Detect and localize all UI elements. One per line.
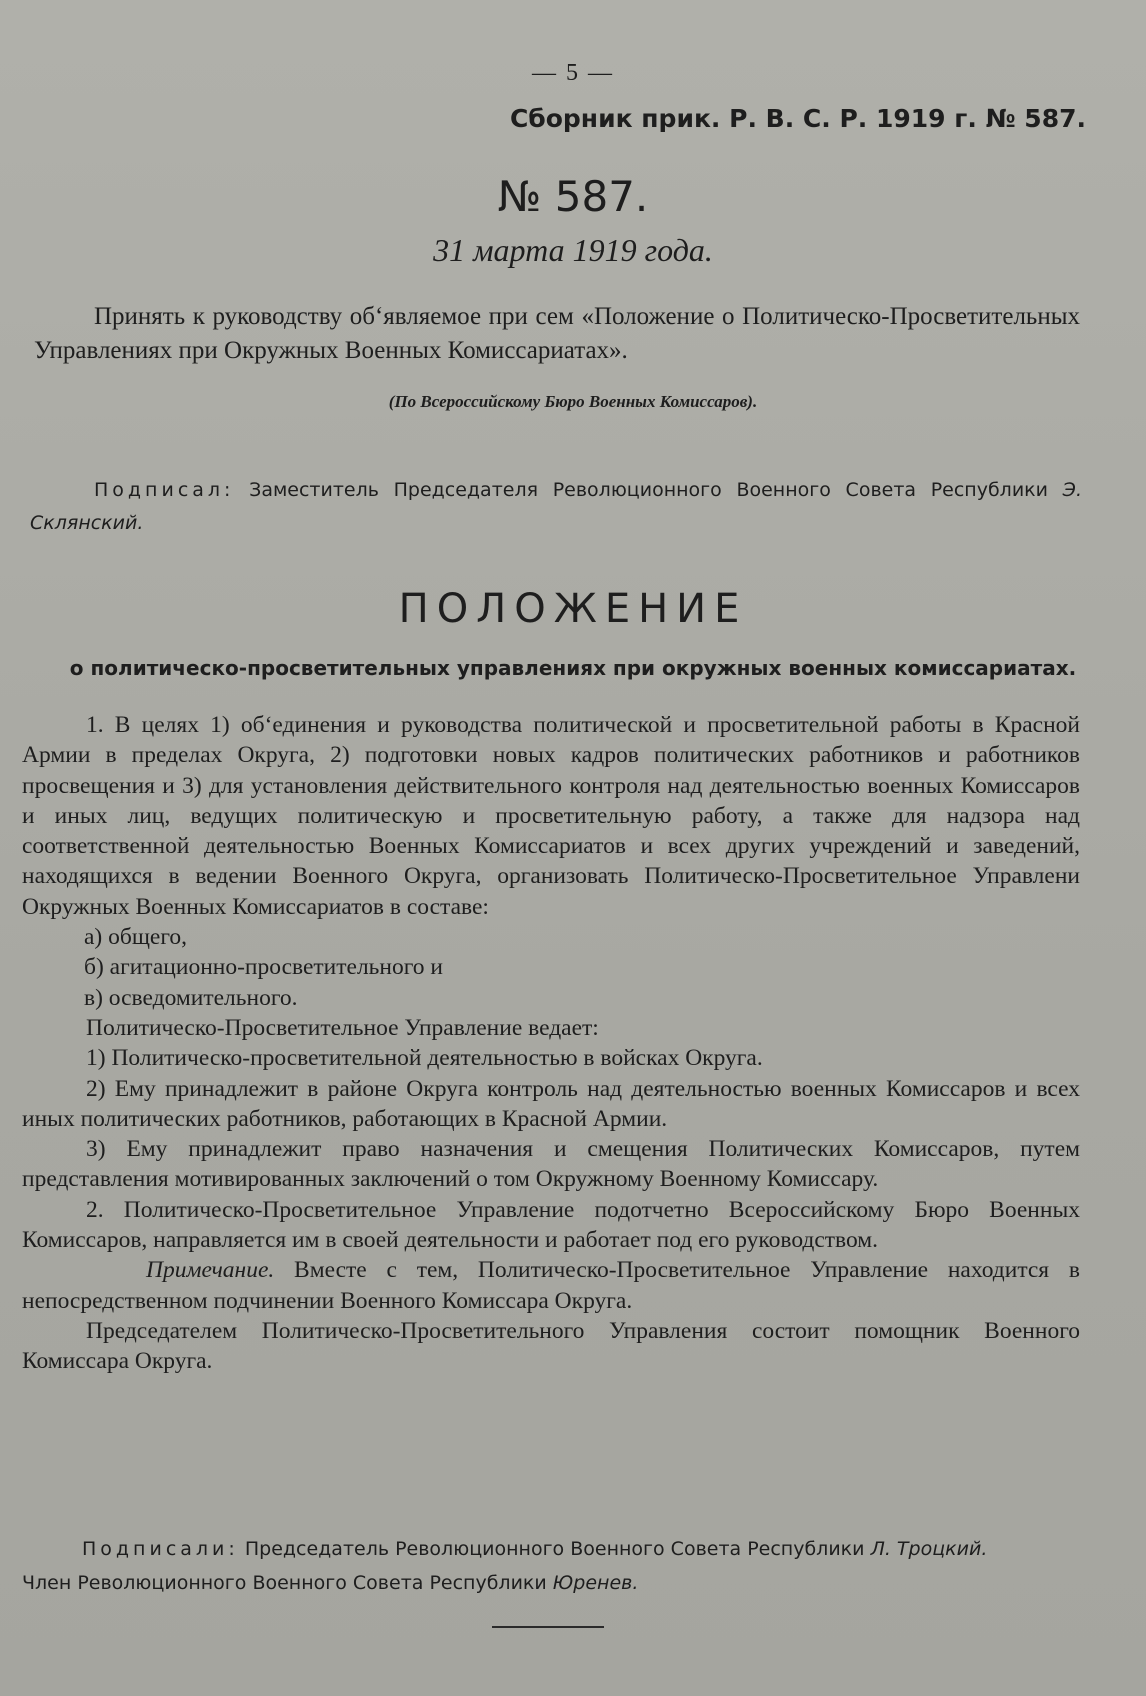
- collection-header: Сборник прик. Р. В. С. Р. 1919 г. № 587.: [509, 104, 1086, 133]
- order-number: № 587.: [497, 172, 649, 221]
- paragraph-2: 2. Политическо-Просветительное Управление подотчетно Всероссийскому Бюро Военных Комиссаров, направляется им в своей деятельности и работает под его руководством.: [22, 1196, 1080, 1254]
- page-number: — 5 —: [532, 60, 614, 86]
- regulation-body: [22, 710, 1080, 1377]
- signatory-name: Э. Склянский.: [30, 479, 1082, 534]
- signature-line-2: [22, 1566, 1082, 1600]
- end-rule: [492, 1626, 604, 1628]
- signature-text: Член Революционного Военного Совета Республики: [22, 1572, 547, 1594]
- signature-text: Председатель Революционного Военного Совета Республики: [244, 1538, 865, 1560]
- signature-block-1: [30, 474, 1082, 540]
- list-item-a: а) общего,: [84, 924, 188, 951]
- list-item-c: в) осведомительного.: [84, 984, 298, 1011]
- note-label: Примечание.: [146, 1257, 275, 1284]
- duty-item-2: 2) Ему принадлежит в районе Округа контроль над деятельностью военных Комиссаров и всех иных политических работников, работающих в Красной Армии.: [22, 1075, 1080, 1132]
- signature-label: Подписал:: [94, 479, 235, 501]
- paragraph-vedaet: Политическо-Просветительное Управление ведает:: [86, 1014, 599, 1041]
- regulation-subtitle: о политическо-просветительных управлениях при окружных военных комиссариатах.: [69, 656, 1077, 680]
- regulation-title: ПОЛОЖЕНИЕ: [398, 586, 748, 632]
- signature-text: Заместитель Председателя Революционного Военного Совета Республики: [249, 479, 1048, 501]
- signature-line-1: [22, 1532, 1082, 1566]
- source-note: (По Всероссийскому Бюро Военных Комиссаров).: [388, 392, 758, 411]
- duty-item-1: 1) Политическо-просветительной деятельностью в войсках Округа.: [86, 1045, 763, 1072]
- signatory-name: Юренев.: [552, 1572, 639, 1594]
- lead-paragraph: Принять к руководству об‘являемое при сем «Положение о Политическо-Просветительных Управлениях при Окружных Военных Комиссариатах».: [34, 303, 1080, 364]
- list-item-b: б) агитационно-просветительного и: [84, 954, 443, 981]
- signatory-name: Л. Троцкий.: [870, 1538, 988, 1560]
- note-text: Вместе с тем, Политическо-Просветительное Управление находится в непосредственном подчинении Военного Комиссара Округа.: [22, 1257, 1080, 1314]
- duty-item-3: 3) Ему принадлежит право назначения и смещения Политических Комиссаров, путем представления мотивированных заключений о том Окружному Военному Комиссару.: [22, 1136, 1080, 1193]
- paragraph-3: Председателем Политическо-Просветительного Управления состоит помощник Военного Комиссара Округа.: [22, 1317, 1080, 1375]
- paragraph-1: 1. В целях 1) об‘единения и руководства политической и просветительной работы в Красной Армии в пределах Округа, 2) подготовки новых кадров политических работников и работников просвещения и 3) для установления действительного контроля над деятельностью военных Комиссаров и иных лиц, ведущих политическую и просветительную работу, а также для надзора над соответственной деятельностью Военных Комиссариатов и всех других учреждений и заведений, находящихся в ведении Военного Округа, организовать Политическо-Просветительное Управлени Окружных Военных Комиссариатов в составе:: [22, 712, 1080, 920]
- signature-block-2: [22, 1532, 1082, 1600]
- order-date: 31 марта 1919 года.: [433, 232, 713, 268]
- signature-label: Подписали:: [82, 1538, 239, 1560]
- note-paragraph: [22, 1255, 1080, 1316]
